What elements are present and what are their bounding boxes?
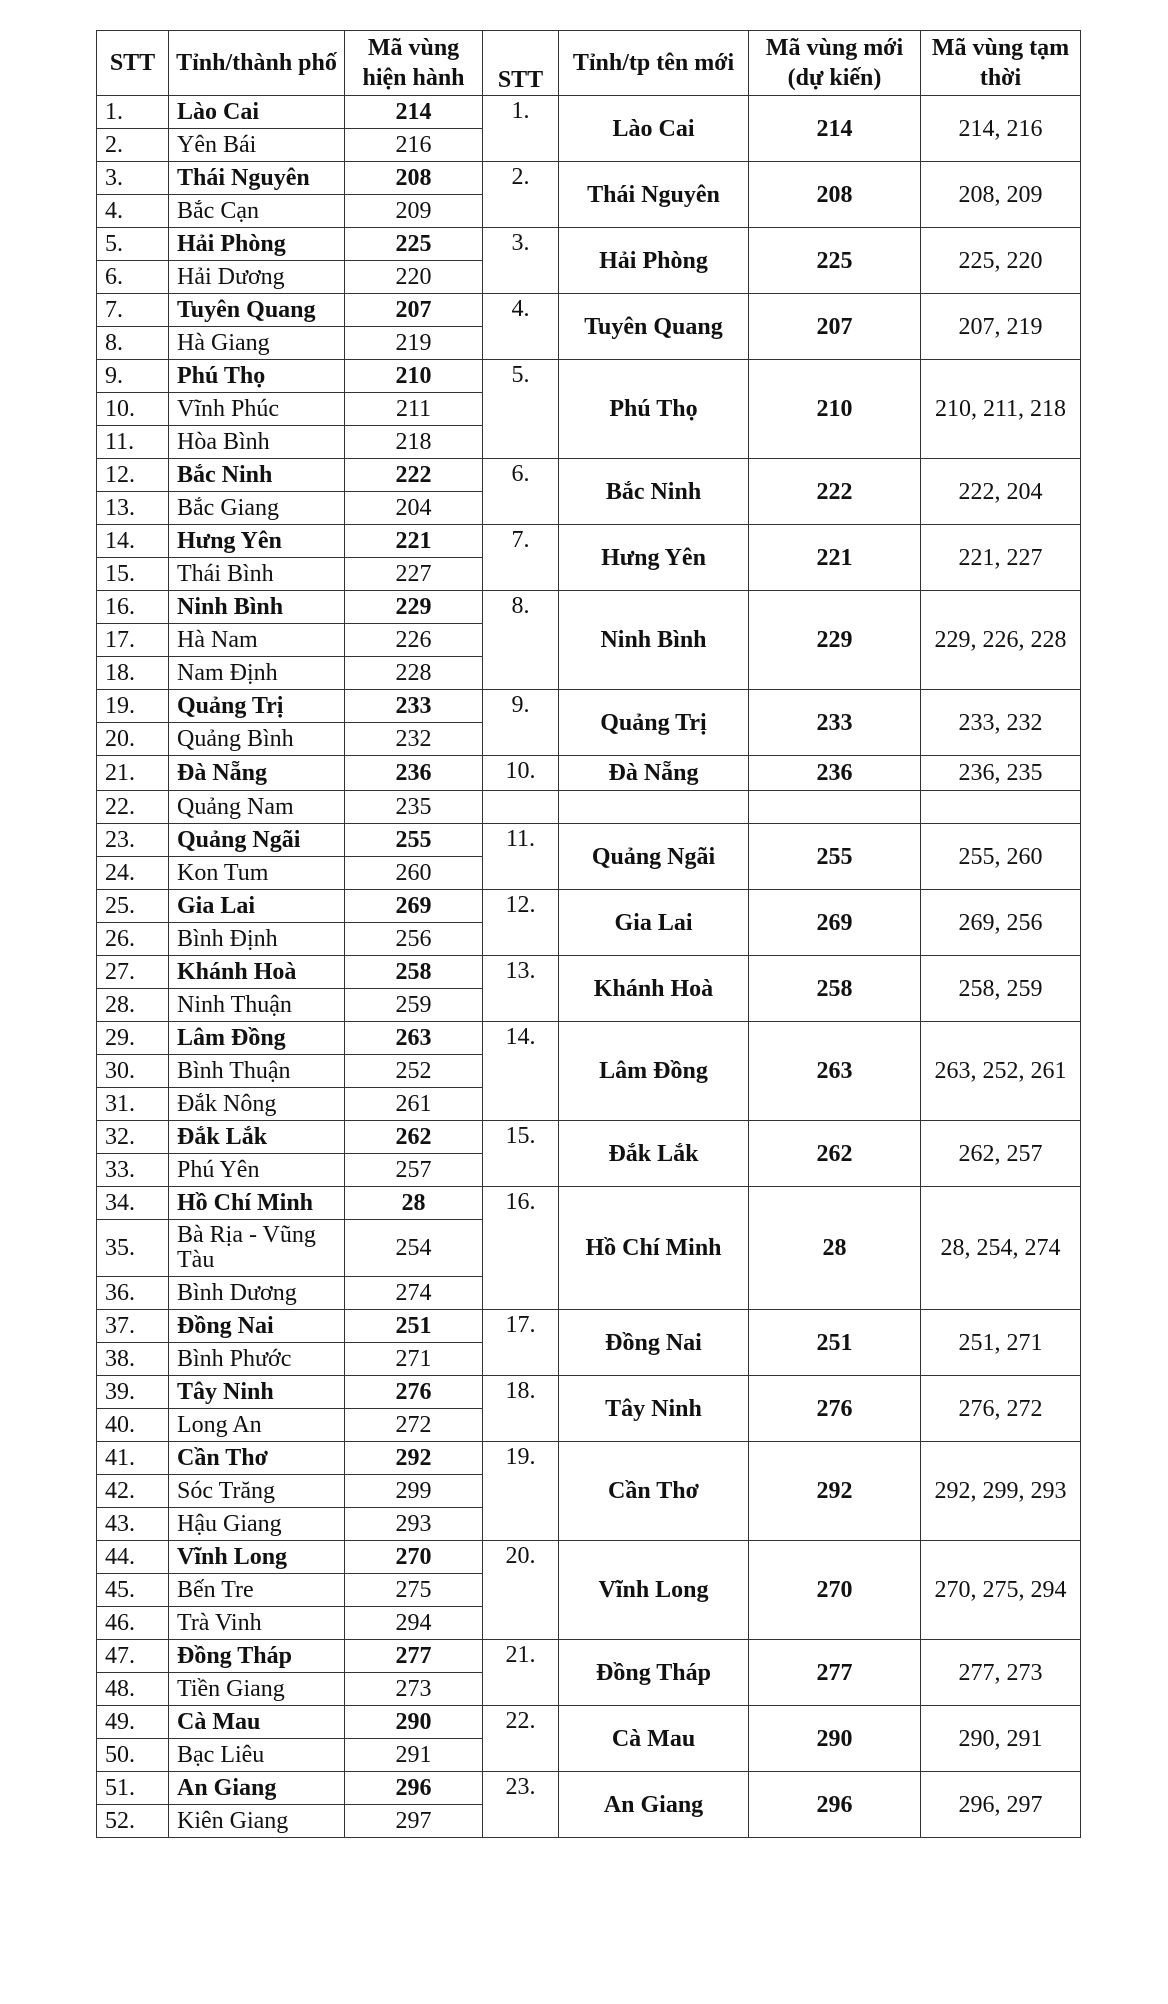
new-province-name: Tuyên Quang: [559, 294, 749, 360]
province-name: Yên Bái: [169, 129, 345, 162]
current-area-code: 296: [345, 1772, 483, 1805]
province-name: Phú Thọ: [169, 360, 345, 393]
new-area-code: 296: [749, 1772, 921, 1838]
table-row: [97, 294, 1081, 327]
province-name: Hà Giang: [169, 327, 345, 360]
current-area-code: 291: [345, 1739, 483, 1772]
group-stt: 16.: [483, 1187, 559, 1310]
empty-cell: [559, 791, 749, 824]
group-stt: 22.: [483, 1706, 559, 1772]
province-name: Bắc Cạn: [169, 195, 345, 228]
row-stt: 36.: [97, 1277, 169, 1310]
temp-area-codes: 210, 211, 218: [921, 360, 1081, 459]
row-stt: 43.: [97, 1508, 169, 1541]
row-stt: 45.: [97, 1574, 169, 1607]
province-name: Sóc Trăng: [169, 1475, 345, 1508]
current-area-code: 225: [345, 228, 483, 261]
temp-area-codes: 296, 297: [921, 1772, 1081, 1838]
new-area-code: 251: [749, 1310, 921, 1376]
table-row: [97, 1187, 1081, 1220]
row-stt: 39.: [97, 1376, 169, 1409]
province-name: Trà Vinh: [169, 1607, 345, 1640]
header-province: Tỉnh/thành phố: [169, 31, 345, 96]
header-row: [97, 31, 1081, 96]
table-row: [97, 525, 1081, 558]
table-row: [97, 1541, 1081, 1574]
group-stt: 13.: [483, 956, 559, 1022]
current-area-code: 269: [345, 890, 483, 923]
current-area-code: 274: [345, 1277, 483, 1310]
province-name: Quảng Bình: [169, 723, 345, 756]
table-row: [97, 1022, 1081, 1055]
new-area-code: 210: [749, 360, 921, 459]
current-area-code: 262: [345, 1121, 483, 1154]
current-area-code: 219: [345, 327, 483, 360]
row-stt: 11.: [97, 426, 169, 459]
new-area-code: 258: [749, 956, 921, 1022]
province-name: Quảng Trị: [169, 690, 345, 723]
new-area-code: 277: [749, 1640, 921, 1706]
current-area-code: 293: [345, 1508, 483, 1541]
current-area-code: 263: [345, 1022, 483, 1055]
group-stt: 7.: [483, 525, 559, 591]
current-area-code: 275: [345, 1574, 483, 1607]
row-stt: 22.: [97, 791, 169, 824]
row-stt: 52.: [97, 1805, 169, 1838]
group-stt: 2.: [483, 162, 559, 228]
new-province-name: Quảng Trị: [559, 690, 749, 756]
group-stt: 17.: [483, 1310, 559, 1376]
province-name: Bạc Liêu: [169, 1739, 345, 1772]
temp-area-codes: 292, 299, 293: [921, 1442, 1081, 1541]
group-stt: 12.: [483, 890, 559, 956]
row-stt: 25.: [97, 890, 169, 923]
row-stt: 31.: [97, 1088, 169, 1121]
temp-area-codes: 277, 273: [921, 1640, 1081, 1706]
new-area-code: 214: [749, 96, 921, 162]
group-stt: 15.: [483, 1121, 559, 1187]
table-row: [97, 890, 1081, 923]
group-stt: 10.: [483, 756, 559, 791]
current-area-code: 276: [345, 1376, 483, 1409]
row-stt: 32.: [97, 1121, 169, 1154]
temp-area-codes: 258, 259: [921, 956, 1081, 1022]
current-area-code: 290: [345, 1706, 483, 1739]
province-name: Vĩnh Phúc: [169, 393, 345, 426]
current-area-code: 226: [345, 624, 483, 657]
group-stt: 21.: [483, 1640, 559, 1706]
new-province-name: Phú Thọ: [559, 360, 749, 459]
province-name: Bình Thuận: [169, 1055, 345, 1088]
row-stt: 21.: [97, 756, 169, 791]
row-stt: 14.: [97, 525, 169, 558]
current-area-code: 232: [345, 723, 483, 756]
province-name: Đắk Lắk: [169, 1121, 345, 1154]
new-area-code: 269: [749, 890, 921, 956]
new-province-name: Gia Lai: [559, 890, 749, 956]
current-area-code: 208: [345, 162, 483, 195]
province-name: Nam Định: [169, 657, 345, 690]
new-area-code: 229: [749, 591, 921, 690]
current-area-code: 292: [345, 1442, 483, 1475]
new-area-code: 276: [749, 1376, 921, 1442]
new-province-name: Tây Ninh: [559, 1376, 749, 1442]
empty-cell: [921, 791, 1081, 824]
row-stt: 13.: [97, 492, 169, 525]
province-name: Bến Tre: [169, 1574, 345, 1607]
current-area-code: 252: [345, 1055, 483, 1088]
new-province-name: Quảng Ngãi: [559, 824, 749, 890]
new-province-name: Vĩnh Long: [559, 1541, 749, 1640]
current-area-code: 261: [345, 1088, 483, 1121]
table-row: [97, 360, 1081, 393]
new-area-code: 263: [749, 1022, 921, 1121]
row-stt: 33.: [97, 1154, 169, 1187]
new-area-code: 225: [749, 228, 921, 294]
current-area-code: 28: [345, 1187, 483, 1220]
current-area-code: 209: [345, 195, 483, 228]
row-stt: 1.: [97, 96, 169, 129]
row-stt: 49.: [97, 1706, 169, 1739]
row-stt: 51.: [97, 1772, 169, 1805]
group-stt: 8.: [483, 591, 559, 690]
table-row: [97, 1121, 1081, 1154]
row-stt: 18.: [97, 657, 169, 690]
row-stt: 28.: [97, 989, 169, 1022]
new-area-code: 270: [749, 1541, 921, 1640]
row-stt: 17.: [97, 624, 169, 657]
current-area-code: 222: [345, 459, 483, 492]
table-row: [97, 690, 1081, 723]
current-area-code: 204: [345, 492, 483, 525]
row-stt: 30.: [97, 1055, 169, 1088]
row-stt: 4.: [97, 195, 169, 228]
new-province-name: Cần Thơ: [559, 1442, 749, 1541]
group-stt: 18.: [483, 1376, 559, 1442]
group-stt: 5.: [483, 360, 559, 459]
province-name: Đà Nẵng: [169, 756, 345, 791]
new-province-name: Đồng Tháp: [559, 1640, 749, 1706]
province-name: Thái Nguyên: [169, 162, 345, 195]
table-row: [97, 1310, 1081, 1343]
province-name: Đắk Nông: [169, 1088, 345, 1121]
header-new-province: Tỉnh/tp tên mới: [559, 31, 749, 96]
row-stt: 35.: [97, 1220, 169, 1277]
new-area-code: 222: [749, 459, 921, 525]
group-stt: 23.: [483, 1772, 559, 1838]
current-area-code: 229: [345, 591, 483, 624]
current-area-code: 220: [345, 261, 483, 294]
province-name: Khánh Hoà: [169, 956, 345, 989]
row-stt: 12.: [97, 459, 169, 492]
table-row: [97, 591, 1081, 624]
current-area-code: 233: [345, 690, 483, 723]
province-name: Hưng Yên: [169, 525, 345, 558]
group-stt: 6.: [483, 459, 559, 525]
province-name: Bắc Ninh: [169, 459, 345, 492]
current-area-code: 235: [345, 791, 483, 824]
province-name: Bình Phước: [169, 1343, 345, 1376]
group-stt: 19.: [483, 1442, 559, 1541]
current-area-code: 271: [345, 1343, 483, 1376]
area-code-table: [96, 30, 1081, 1838]
new-area-code: 255: [749, 824, 921, 890]
province-name: Ninh Thuận: [169, 989, 345, 1022]
row-stt: 48.: [97, 1673, 169, 1706]
table-row: [97, 162, 1081, 195]
group-stt: 4.: [483, 294, 559, 360]
row-stt: 5.: [97, 228, 169, 261]
row-stt: 2.: [97, 129, 169, 162]
temp-area-codes: 208, 209: [921, 162, 1081, 228]
temp-area-codes: 229, 226, 228: [921, 591, 1081, 690]
temp-area-codes: 255, 260: [921, 824, 1081, 890]
row-stt: 23.: [97, 824, 169, 857]
current-area-code: 294: [345, 1607, 483, 1640]
row-stt: 26.: [97, 923, 169, 956]
table-row: [97, 1442, 1081, 1475]
current-area-code: 255: [345, 824, 483, 857]
row-stt: 40.: [97, 1409, 169, 1442]
current-area-code: 236: [345, 756, 483, 791]
row-stt: 34.: [97, 1187, 169, 1220]
province-name: Ninh Bình: [169, 591, 345, 624]
current-area-code: 297: [345, 1805, 483, 1838]
table-row: [97, 791, 1081, 824]
row-stt: 38.: [97, 1343, 169, 1376]
new-province-name: Bắc Ninh: [559, 459, 749, 525]
row-stt: 47.: [97, 1640, 169, 1673]
new-province-name: Hồ Chí Minh: [559, 1187, 749, 1310]
new-province-name: Khánh Hoà: [559, 956, 749, 1022]
new-province-name: Lâm Đồng: [559, 1022, 749, 1121]
table-row: [97, 824, 1081, 857]
empty-cell: [749, 791, 921, 824]
table-row: [97, 1706, 1081, 1739]
temp-area-codes: 221, 227: [921, 525, 1081, 591]
new-province-name: Hưng Yên: [559, 525, 749, 591]
temp-area-codes: 233, 232: [921, 690, 1081, 756]
table-row: [97, 96, 1081, 129]
row-stt: 7.: [97, 294, 169, 327]
current-area-code: 259: [345, 989, 483, 1022]
header-new-code: Mã vùng mới (dự kiến): [749, 31, 921, 96]
header-current-code: Mã vùng hiện hành: [345, 31, 483, 96]
new-province-name: Đắk Lắk: [559, 1121, 749, 1187]
temp-area-codes: 251, 271: [921, 1310, 1081, 1376]
province-name: Tây Ninh: [169, 1376, 345, 1409]
new-area-code: 262: [749, 1121, 921, 1187]
temp-area-codes: 263, 252, 261: [921, 1022, 1081, 1121]
row-stt: 15.: [97, 558, 169, 591]
group-stt: 9.: [483, 690, 559, 756]
header-temp-code: Mã vùng tạm thời: [921, 31, 1081, 96]
province-name: Đồng Nai: [169, 1310, 345, 1343]
temp-area-codes: 262, 257: [921, 1121, 1081, 1187]
current-area-code: 221: [345, 525, 483, 558]
current-area-code: 256: [345, 923, 483, 956]
row-stt: 29.: [97, 1022, 169, 1055]
row-stt: 24.: [97, 857, 169, 890]
province-name: Kon Tum: [169, 857, 345, 890]
table-body: [97, 96, 1081, 1838]
row-stt: 6.: [97, 261, 169, 294]
province-name: An Giang: [169, 1772, 345, 1805]
current-area-code: 211: [345, 393, 483, 426]
temp-area-codes: 290, 291: [921, 1706, 1081, 1772]
row-stt: 3.: [97, 162, 169, 195]
province-name: Long An: [169, 1409, 345, 1442]
row-stt: 37.: [97, 1310, 169, 1343]
table-row: [97, 1772, 1081, 1805]
province-name: Cần Thơ: [169, 1442, 345, 1475]
row-stt: 8.: [97, 327, 169, 360]
province-name: Quảng Ngãi: [169, 824, 345, 857]
row-stt: 20.: [97, 723, 169, 756]
province-name: Vĩnh Long: [169, 1541, 345, 1574]
current-area-code: 272: [345, 1409, 483, 1442]
current-area-code: 251: [345, 1310, 483, 1343]
header-stt: STT: [97, 31, 169, 96]
current-area-code: 260: [345, 857, 483, 890]
group-stt: 3.: [483, 228, 559, 294]
row-stt: 10.: [97, 393, 169, 426]
province-name: Quảng Nam: [169, 791, 345, 824]
province-name: Kiên Giang: [169, 1805, 345, 1838]
new-province-name: Hải Phòng: [559, 228, 749, 294]
current-area-code: 277: [345, 1640, 483, 1673]
province-name: Phú Yên: [169, 1154, 345, 1187]
province-name: Hải Dương: [169, 261, 345, 294]
province-name: Bình Dương: [169, 1277, 345, 1310]
new-area-code: 221: [749, 525, 921, 591]
new-area-code: 28: [749, 1187, 921, 1310]
province-name: Bà Rịa - Vũng Tàu: [169, 1220, 345, 1277]
current-area-code: 216: [345, 129, 483, 162]
province-name: Lâm Đồng: [169, 1022, 345, 1055]
empty-cell: [483, 791, 559, 824]
province-name: Bắc Giang: [169, 492, 345, 525]
group-stt: 20.: [483, 1541, 559, 1640]
temp-area-codes: 207, 219: [921, 294, 1081, 360]
temp-area-codes: 269, 256: [921, 890, 1081, 956]
temp-area-codes: 214, 216: [921, 96, 1081, 162]
province-name: Tiền Giang: [169, 1673, 345, 1706]
temp-area-codes: 236, 235: [921, 756, 1081, 791]
current-area-code: 207: [345, 294, 483, 327]
new-province-name: An Giang: [559, 1772, 749, 1838]
group-stt: 1.: [483, 96, 559, 162]
row-stt: 42.: [97, 1475, 169, 1508]
table-row: [97, 228, 1081, 261]
temp-area-codes: 270, 275, 294: [921, 1541, 1081, 1640]
current-area-code: 270: [345, 1541, 483, 1574]
new-province-name: Đồng Nai: [559, 1310, 749, 1376]
table-row: [97, 756, 1081, 791]
row-stt: 41.: [97, 1442, 169, 1475]
new-area-code: 290: [749, 1706, 921, 1772]
province-name: Hồ Chí Minh: [169, 1187, 345, 1220]
new-province-name: Thái Nguyên: [559, 162, 749, 228]
new-province-name: Ninh Bình: [559, 591, 749, 690]
province-name: Cà Mau: [169, 1706, 345, 1739]
table-row: [97, 1376, 1081, 1409]
row-stt: 44.: [97, 1541, 169, 1574]
new-area-code: 233: [749, 690, 921, 756]
province-name: Thái Bình: [169, 558, 345, 591]
current-area-code: 228: [345, 657, 483, 690]
temp-area-codes: 225, 220: [921, 228, 1081, 294]
group-stt: 11.: [483, 824, 559, 890]
current-area-code: 258: [345, 956, 483, 989]
current-area-code: 227: [345, 558, 483, 591]
current-area-code: 273: [345, 1673, 483, 1706]
temp-area-codes: 28, 254, 274: [921, 1187, 1081, 1310]
province-name: Hà Nam: [169, 624, 345, 657]
new-area-code: 292: [749, 1442, 921, 1541]
province-name: Hậu Giang: [169, 1508, 345, 1541]
current-area-code: 254: [345, 1220, 483, 1277]
province-name: Gia Lai: [169, 890, 345, 923]
province-name: Lào Cai: [169, 96, 345, 129]
group-stt: 14.: [483, 1022, 559, 1121]
province-name: Hải Phòng: [169, 228, 345, 261]
temp-area-codes: 222, 204: [921, 459, 1081, 525]
new-area-code: 208: [749, 162, 921, 228]
new-province-name: Cà Mau: [559, 1706, 749, 1772]
province-name: Tuyên Quang: [169, 294, 345, 327]
table-row: [97, 1640, 1081, 1673]
area-code-table-sheet: [96, 30, 1080, 1838]
new-province-name: Đà Nẵng: [559, 756, 749, 791]
row-stt: 27.: [97, 956, 169, 989]
current-area-code: 214: [345, 96, 483, 129]
new-area-code: 207: [749, 294, 921, 360]
new-area-code: 236: [749, 756, 921, 791]
header-stt-new: STT: [483, 31, 559, 96]
row-stt: 46.: [97, 1607, 169, 1640]
current-area-code: 218: [345, 426, 483, 459]
row-stt: 9.: [97, 360, 169, 393]
temp-area-codes: 276, 272: [921, 1376, 1081, 1442]
current-area-code: 210: [345, 360, 483, 393]
current-area-code: 257: [345, 1154, 483, 1187]
table-row: [97, 956, 1081, 989]
row-stt: 16.: [97, 591, 169, 624]
province-name: Đồng Tháp: [169, 1640, 345, 1673]
current-area-code: 299: [345, 1475, 483, 1508]
table-row: [97, 459, 1081, 492]
row-stt: 19.: [97, 690, 169, 723]
province-name: Bình Định: [169, 923, 345, 956]
new-province-name: Lào Cai: [559, 96, 749, 162]
row-stt: 50.: [97, 1739, 169, 1772]
province-name: Hòa Bình: [169, 426, 345, 459]
